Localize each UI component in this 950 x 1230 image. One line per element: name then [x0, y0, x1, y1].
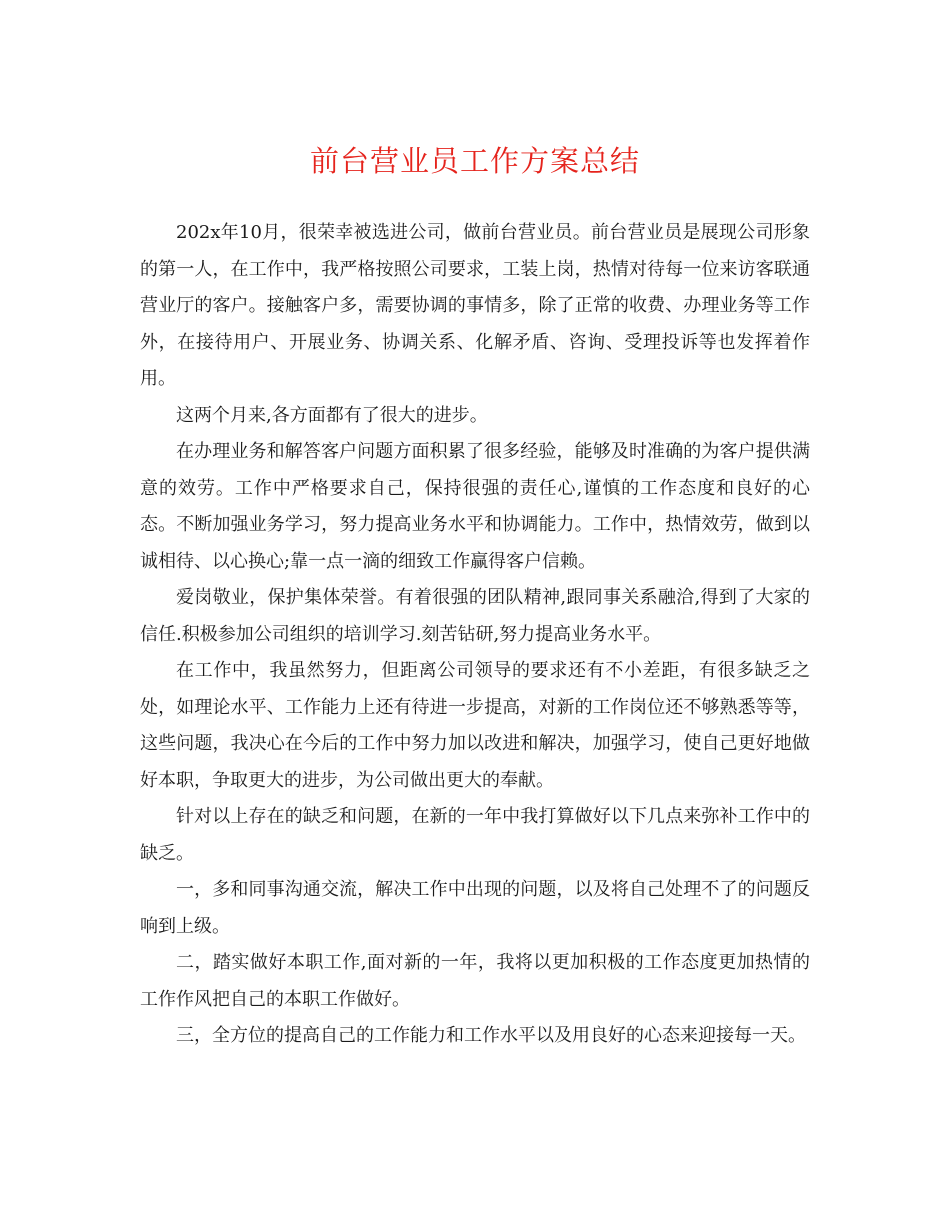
paragraph-shortcomings: 在工作中，我虽然努力，但距离公司领导的要求还有不小差距，有很多缺乏之处，如理论水平、工作能力上还有待进一步提高，对新的工作岗位还不够熟悉等等，这些问题，我决心在今后的工作中努力加以改进和解决，加强学习，使自己更好地做好本职，争取更大的进步，为公司做出更大的奉献。 — [140, 660, 810, 791]
paragraph-dedication: 爱岗敬业，保护集体荣誉。有着很强的团队精神,跟同事关系融洽,得到了大家的信任.积极参加公司组织的培训学习.刻苦钻研,努力提高业务水平。 — [140, 587, 810, 645]
paragraph-plan-item-3: 三，全方位的提高自己的工作能力和工作水平以及用良好的心态来迎接每一天。 — [176, 1025, 806, 1046]
paragraph-plan-intro: 针对以上存在的缺乏和问题，在新的一年中我打算做好以下几点来弥补工作中的缺乏。 — [140, 806, 810, 864]
paragraph-experience: 在办理业务和解答客户问题方面积累了很多经验，能够及时准确的为客户提供满意的效劳。工作中严格要求自己，保持很强的责任心,谨慎的工作态度和良好的心态。不断加强业务学习，努力提高业务水平和协调能力。工作中，热情效劳，做到以诚相待、以心换心;靠一点一滴的细致工作赢得客户信赖。 — [140, 441, 810, 572]
paragraph-progress: 这两个月来,各方面都有了很大的进步。 — [176, 404, 488, 426]
paragraph-plan-item-2: 二，踏实做好本职工作,面对新的一年，我将以更加积极的工作态度更加热情的工作作风把自己的本职工作做好。 — [140, 952, 810, 1010]
document-title: 前台营业员工作方案总结 — [309, 144, 640, 178]
paragraph-plan-item-1: 一，多和同事沟通交流，解决工作中出现的问题，以及将自己处理不了的问题反响到上级。 — [140, 879, 810, 937]
document-body — [140, 215, 810, 1055]
paragraph-intro: 202x年10月，很荣幸被选进公司，做前台营业员。前台营业员是展现公司形象的第一人，在工作中，我严格按照公司要求，工装上岗，热情对待每一位来访客联通营业厅的客户。接触客户多，需要协调的事情多，除了正常的收费、办理业务等工作外，在接待用户、开展业务、协调关系、化解矛盾、咨询、受理投诉等也发挥着作用。 — [140, 222, 810, 389]
